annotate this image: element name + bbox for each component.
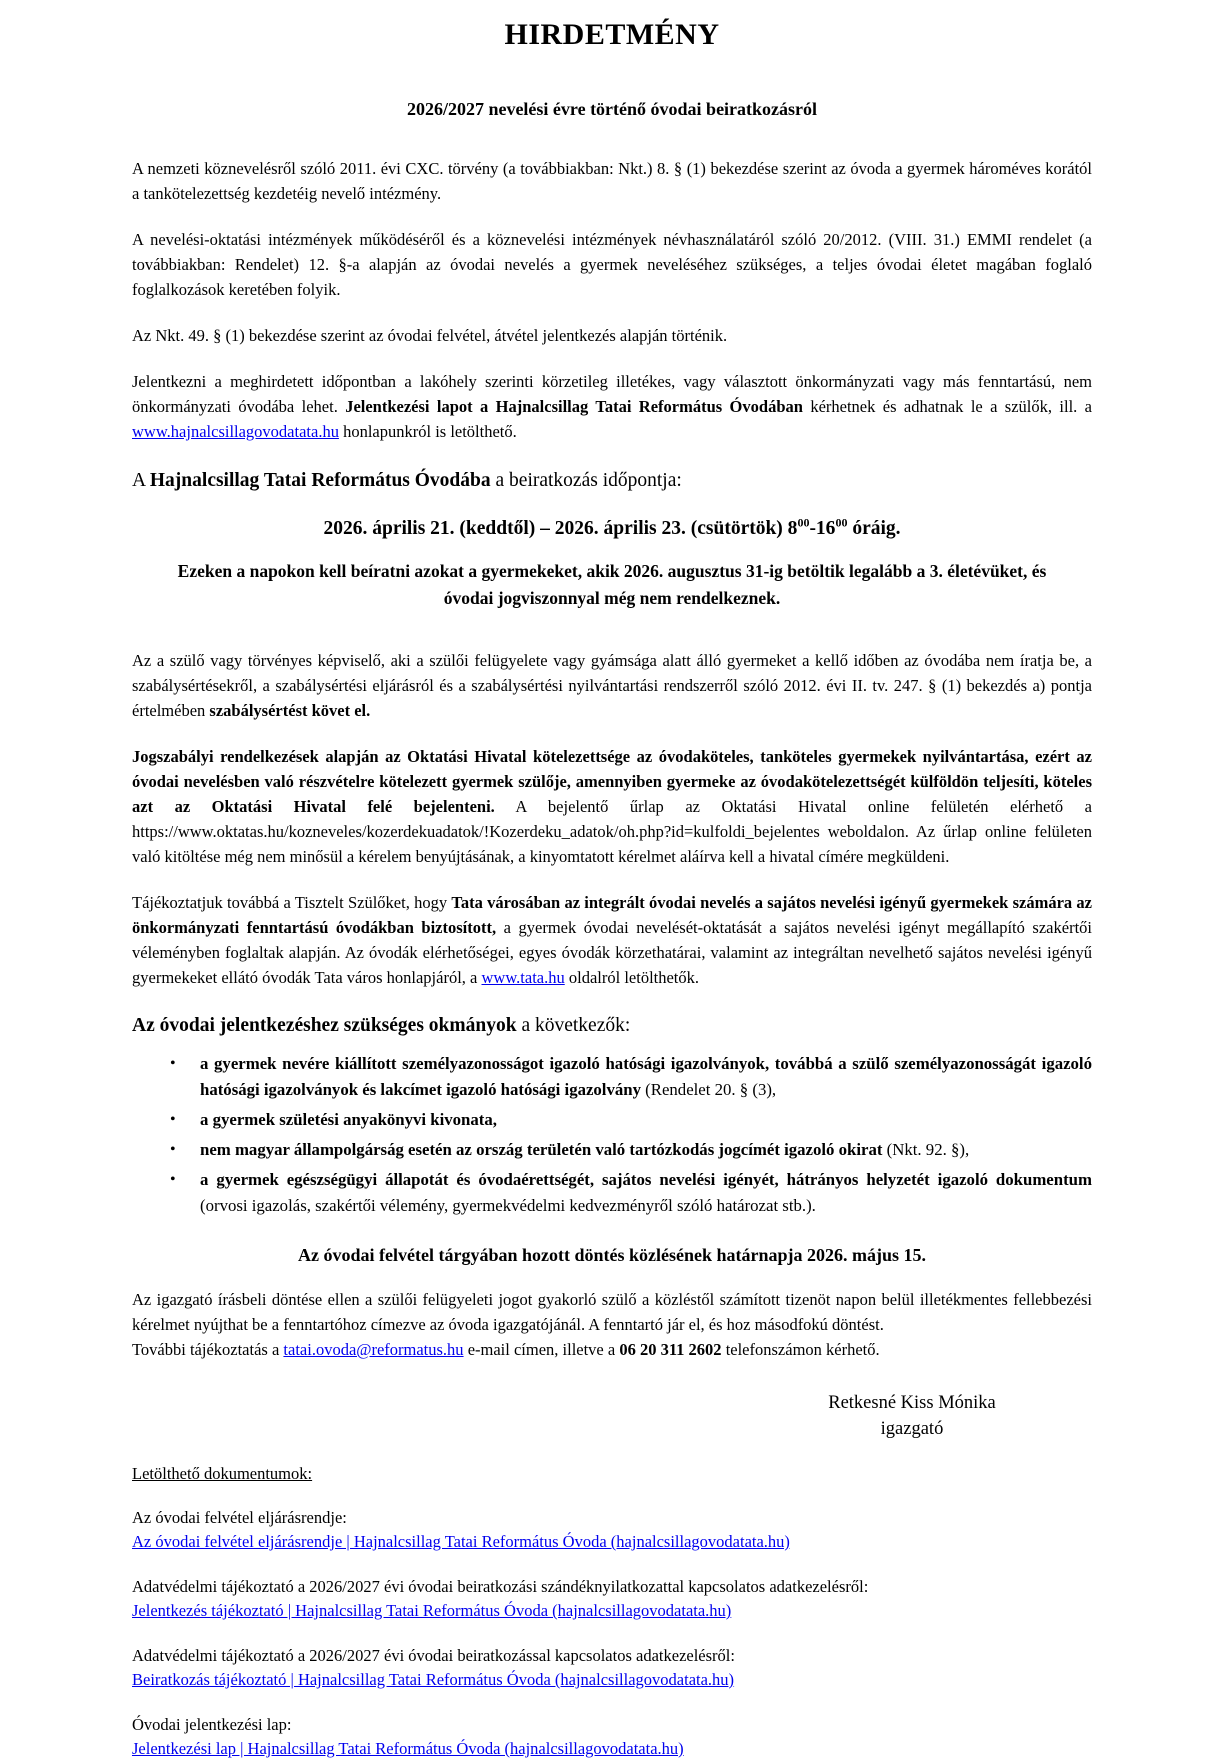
download-group-privacy-enrollment [132, 1644, 1092, 1691]
time-superscript-close: 00 [835, 515, 848, 530]
contact-text-mid: e-mail címen, illetve a [463, 1340, 620, 1359]
decision-deadline-heading: Az óvodai felvétel tárgyában hozott döntés közlésének határnapja 2026. május 15. [298, 1245, 926, 1265]
oktatasi-hivatal-bold: Jogszabályi rendelkezések alapján az Oktatási Hivatal kötelezettsége az óvodaköteles, tanköteles gyermekek nyilvántartása, ezért az óvodai nevelésben való részvételre kötelezett gyermek szülője, amennyiben gyermeke az óvodakötelezettségét külföldön teljesíti, köteles azt az Oktatási Hivatal felé bejelenteni. [132, 747, 1092, 816]
date-range-start: 2026. április 21. (keddtől) – 2026. április 23. (csütörtök) 8 [323, 518, 798, 539]
bullet-icon: • [170, 1055, 176, 1072]
required-documents-list [132, 1051, 1092, 1219]
offense-text: Az a szülő vagy törvényes képviselő, aki a szülői felügyelete vagy gyámsága alatt álló gyermeket a kellő időben az óvodába nem íratja be, a szabálysértésekről, a szabálysértési eljárásról és a szabálysértési nyilvántartási rendszerről szóló 2012. évi II. tv. 247. § (1) bekezdés a) pontja értelmében [132, 651, 1092, 720]
sni-bold: Tata városában az integrált óvodai nevelés a sajátos nevelési igényű gyermekek számára az önkormányzati fenntartású óvodákban biztosított, [132, 893, 1092, 937]
document-item-rest: (Rendelet 20. § (3), [640, 1080, 777, 1099]
appeal-text: Az igazgató írásbeli döntése ellen a szülői felügyeleti jogot gyakorló szülő a közléstől számított tizenöt napon belül illetékmentes fellebbezési kérelmet nyújthat be a fenntartóhoz címezve az óvoda igazgatójánál. A fenntartó jár el, és hoz másodfokú döntést. [132, 1290, 1092, 1334]
application-text-end: honlapunkról is letölthető. [338, 422, 517, 441]
contact-email-link[interactable]: tatai.ovoda@reformatus.hu [283, 1340, 464, 1359]
enrollment-dates [132, 515, 1092, 540]
download-link-application-form[interactable]: Jelentkezési lap | Hajnalcsillag Tatai Református Óvoda (hajnalcsillagovodatata.hu) [132, 1739, 684, 1758]
sni-text-end: oldalról letölthetők. [564, 968, 700, 987]
document-item-bold: a gyermek születési anyakönyvi kivonata, [200, 1110, 497, 1129]
sni-text-mid: a gyermek óvodai nevelését-oktatását a sajátos nevelési igényt megállapító szakértői véleményben foglaltak alapján. Az óvodák elérhetőségei, egyes óvodák körzethatárai, valamint az integráltan nevelhető sajátos nevelési igényű gyermekeket ellátó óvodák Tata város honlapjáról, a [132, 918, 1092, 987]
paragraph-law-cxc: A nemzeti köznevelésről szóló 2011. évi CXC. törvény (a továbbiakban: Nkt.) 8. § (1) bekezdése szerint az óvoda a gyermek hároméves korától a tankötelezettség kezdetéig nevelő intézmény. [132, 159, 1092, 203]
list-item [132, 1051, 1092, 1103]
enrollment-time-heading [132, 470, 1092, 492]
kindergarten-website-link[interactable]: www.hajnalcsillagovodatata.hu [132, 422, 339, 441]
bullet-icon: • [170, 1111, 176, 1128]
required-documents-bold: Az óvodai jelentkezéshez szükséges okmányok [132, 1015, 517, 1036]
paragraph-oktatasi-hivatal [132, 744, 1092, 869]
required-documents-heading [132, 1015, 1092, 1037]
application-text-start: Jelentkezni a meghirdetett időpontban a lakóhely szerinti körzetileg illetékes, vagy választott önkormányzati vagy más fenntartású, nem önkormányzati óvodába lehet. [132, 372, 1092, 416]
list-item [132, 1107, 1092, 1133]
document-item-bold: a gyermek nevére kiállított személyazonosságot igazoló hatósági igazolványok, továbbá a szülő személyazonosságát igazoló hatósági igazolványok és lakcímet igazoló hatósági igazolvány [200, 1054, 1092, 1099]
contact-phone: 06 20 311 2602 [619, 1340, 722, 1359]
paragraph-sni-info [132, 890, 1092, 990]
bullet-icon: • [170, 1141, 176, 1158]
document-item-rest: (orvosi igazolás, szakértői vélemény, gyermekvédelmi kedvezményről szóló határozat stb.). [200, 1196, 816, 1215]
paragraph-offense-warning [132, 648, 1092, 723]
bullet-icon: • [170, 1171, 176, 1188]
paragraph-nkt-49: Az Nkt. 49. § (1) bekezdése szerint az óvodai felvétel, átvétel jelentkezés alapján történik. [132, 326, 728, 345]
paragraph-application [132, 369, 1092, 444]
required-documents-suffix: a következők: [516, 1015, 631, 1036]
download-label: Az óvodai felvétel eljárásrendje: [132, 1508, 347, 1527]
oktatasi-hivatal-text: A bejelentő űrlap az Oktatási Hivatal online felületén elérhető a https://www.oktatas.hu/kozneveles/kozerdekuadatok/!Kozerdeku_adatok/oh.php?id=kulfoldi_bejelentes weboldalon. Az űrlap online felületen való kitöltése még nem minősül a kérelem benyújtásának, a kinyomtatott kérelmet aláírva kell a hivatal címére megküldeni. [132, 797, 1092, 866]
enroll-heading-school-name: Hajnalcsillag Tatai Református Óvodába [149, 470, 491, 491]
download-label: Adatvédelmi tájékoztató a 2026/2027 évi óvodai beiratkozással kapcsolatos adatkezelésről: [132, 1646, 735, 1665]
download-group-privacy-intent [132, 1575, 1092, 1622]
date-range-mid: -16 [809, 518, 836, 539]
signature-block [762, 1390, 1062, 1442]
download-label: Óvodai jelentkezési lap: [132, 1715, 292, 1734]
page-subtitle: 2026/2027 nevelési évre történő óvodai beiratkozásról [406, 99, 818, 119]
download-link-privacy-enrollment[interactable]: Beiratkozás tájékoztató | Hajnalcsillag Tatai Református Óvoda (hajnalcsillagovodatata.hu) [132, 1670, 735, 1689]
document-item-rest: (Nkt. 92. §), [882, 1140, 970, 1159]
application-form-bold: Jelentkezési lapot a Hajnalcsillag Tatai Református Óvodában [345, 397, 803, 416]
application-text-mid: kérhetnek és adhatnak le a szülők, ill. a [802, 397, 1092, 416]
list-item [132, 1167, 1092, 1219]
offense-bold: szabálysértést követ el. [209, 701, 371, 720]
download-label: Adatvédelmi tájékoztató a 2026/2027 évi óvodai beiratkozási szándéknyilatkozattal kapcsolatos adatkezelésről: [132, 1577, 869, 1596]
paragraph-appeal [132, 1287, 1092, 1362]
paragraph-emmi-decree: A nevelési-oktatási intézmények működéséről és a köznevelési intézmények névhasználatáról szóló 20/2012. (VIII. 31.) EMMI rendelet (a továbbiakban: Rendelet) 12. §-a alapján az óvodai nevelés a gyermek neveléséhez szükséges, a teljes óvodai életet magában foglaló foglalkozások keretében folyik. [132, 230, 1092, 299]
page-title: HIRDETMÉNY [504, 18, 720, 51]
contact-text-start: További tájékoztatás a [132, 1340, 284, 1359]
download-group-procedure [132, 1506, 1092, 1553]
download-link-procedure[interactable]: Az óvodai felvétel eljárásrendje | Hajnalcsillag Tatai Református Óvoda (hajnalcsillagovodatata.hu) [132, 1532, 790, 1551]
document-item-bold: nem magyar állampolgárság esetén az ország területén való tartózkodás jogcímét igazoló okirat [200, 1140, 883, 1159]
date-range-end: óráig. [847, 518, 901, 539]
enroll-heading-prefix: A [132, 470, 150, 491]
downloads-heading: Letölthető dokumentumok: [132, 1464, 313, 1483]
signature-name: Retkesné Kiss Mónika [828, 1393, 996, 1413]
download-group-application-form [132, 1713, 1092, 1760]
document-item-bold: a gyermek egészségügyi állapotát és óvodaérettségét, sajátos nevelési igényét, hátrányos helyzetét igazoló dokumentum [200, 1170, 1092, 1189]
contact-text-end: telefonszámon kérhető. [721, 1340, 880, 1359]
time-superscript-open: 00 [797, 515, 810, 530]
list-item [132, 1137, 1092, 1163]
download-link-privacy-intent[interactable]: Jelentkezés tájékoztató | Hajnalcsillag Tatai Református Óvoda (hajnalcsillagovodatata.hu) [132, 1601, 732, 1620]
tata-city-link[interactable]: www.tata.hu [481, 968, 565, 987]
signature-role: igazgató [880, 1419, 944, 1439]
must-enroll-notice: Ezeken a napokon kell beíratni azokat a gyermekeket, akik 2026. augusztus 31-ig betöltik legalább a 3. életévüket, és óvodai jogviszonnyal még nem rendelkeznek. [177, 561, 1047, 608]
enroll-heading-suffix: a beiratkozás időpontja: [490, 470, 682, 491]
sni-text-start: Tájékoztatjuk továbbá a Tisztelt Szülőket, hogy [132, 893, 452, 912]
